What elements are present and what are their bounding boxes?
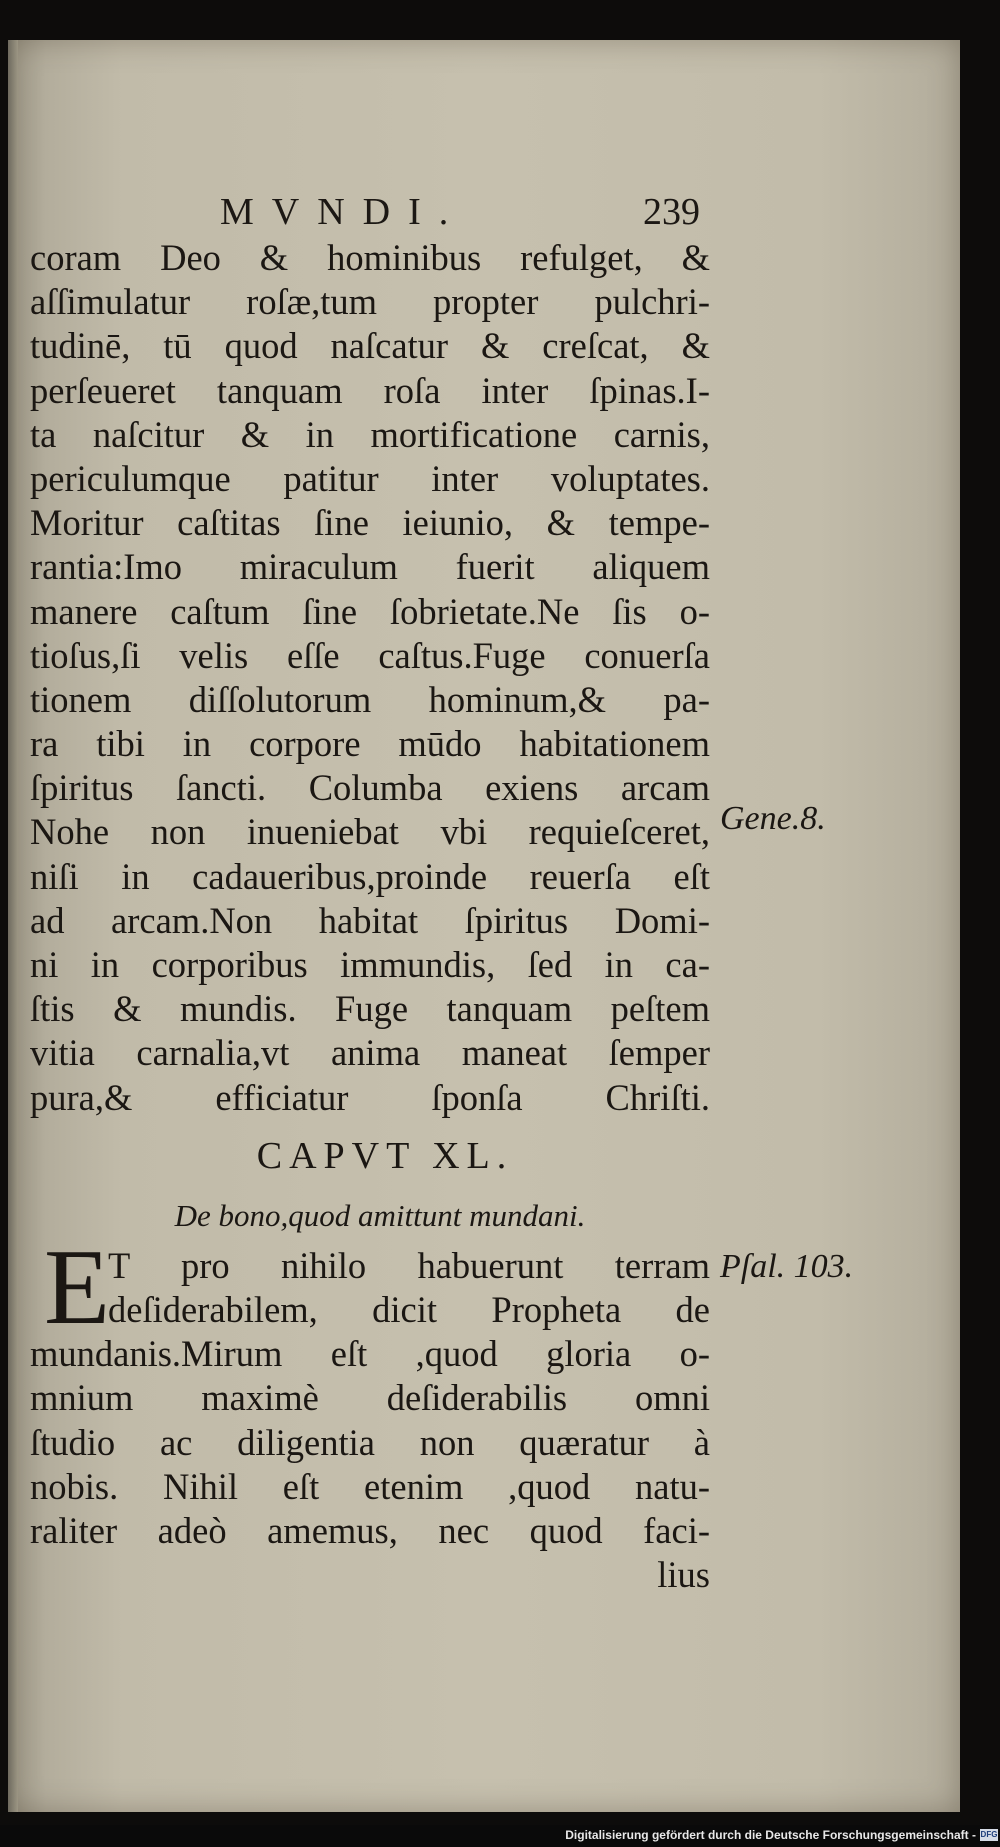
text-line: tionem diſſolutorum hominum,& pa- [30, 678, 710, 720]
page-gutter-edge [8, 40, 18, 1812]
text-line: nobis. Nihil eſt etenim ,quod natu- [30, 1465, 710, 1507]
text-line: perſeueret tanquam roſa inter ſpinas.I- [30, 369, 710, 411]
text-line: ra tibi in corpore mūdo habitationem [30, 723, 710, 765]
text-line: tudinē, tū quod naſcatur & creſcat, & [30, 325, 710, 367]
book-page [8, 40, 960, 1812]
text-line: niſi in cadaueribus,proinde reuerſa eſt [30, 855, 710, 897]
drop-cap-initial: E [44, 1227, 110, 1347]
text-line: ad arcam.Non habitat ſpiritus Domi- [30, 899, 710, 941]
text-line: periculumque patitur inter voluptates. [30, 457, 710, 499]
text-line: ni in corporibus immundis, ſed in ca- [30, 944, 710, 985]
text-line: mundanis.Mirum eſt ,quod gloria o- [30, 1333, 710, 1375]
text-line: ta naſcitur & in mortificatione carnis, [30, 413, 710, 455]
running-title: MVNDI. [220, 191, 467, 233]
text-section-after-chapter [30, 1332, 710, 1553]
main-text-block [30, 236, 710, 1597]
text-line: tioſus,ſi velis eſſe caſtus.Fuge conuerſa [30, 634, 710, 676]
text-line: coram Deo & hominibus refulget, & [30, 237, 710, 278]
text-line: aſſimulatur roſæ,tum propter pulchri- [30, 281, 710, 323]
dfg-logo: DFG [980, 1830, 998, 1839]
footer-credit: Digitalisierung gefördert durch die Deutsche Forschungsgemeinschaft - [565, 1828, 976, 1842]
running-header [208, 190, 708, 240]
chapter-opening [30, 1227, 710, 1347]
text-line: Nohe non inueniebat vbi requieſceret, [30, 811, 710, 853]
text-line: mnium maximè deſiderabilis omni [30, 1377, 710, 1419]
margin-note-genesis: Gene.8. [720, 800, 826, 837]
digitization-footer [0, 1825, 1000, 1847]
chapter-subtitle: De bono,quod amittunt mundani. [174, 1197, 586, 1233]
catchword: lius [657, 1554, 710, 1596]
text-line: T pro nihilo habuerunt terram [108, 1244, 710, 1286]
text-section-before-chapter [30, 236, 710, 1120]
chapter-title: CAPVT XL. [256, 1134, 514, 1177]
text-line: manere caſtum ſine ſobrietate.Ne ſis o- [30, 590, 710, 632]
text-line: ſtis & mundis. Fuge tanquam peſtem [30, 988, 710, 1030]
text-line: rantia:Imo miraculum fuerit aliquem [30, 546, 710, 588]
indented-lines [30, 1244, 710, 1332]
page-number: 239 [643, 191, 700, 233]
text-line: pura,& efficiatur ſponſa Chriſti. [30, 1076, 710, 1118]
margin-note-psalm: Pſal. 103. [720, 1248, 854, 1285]
text-line: ſtudio ac diligentia non quæratur à [30, 1421, 710, 1463]
text-line: vitia carnalia,vt anima maneat ſemper [30, 1032, 710, 1074]
text-line: deſiderabilem, dicit Propheta de [108, 1288, 710, 1330]
text-line: Moritur caſtitas ſine ieiunio, & tempe- [30, 502, 710, 544]
text-line: ſpiritus ſancti. Columba exiens arcam [30, 767, 710, 809]
text-line: raliter adeò amemus, nec quod faci- [30, 1509, 710, 1551]
